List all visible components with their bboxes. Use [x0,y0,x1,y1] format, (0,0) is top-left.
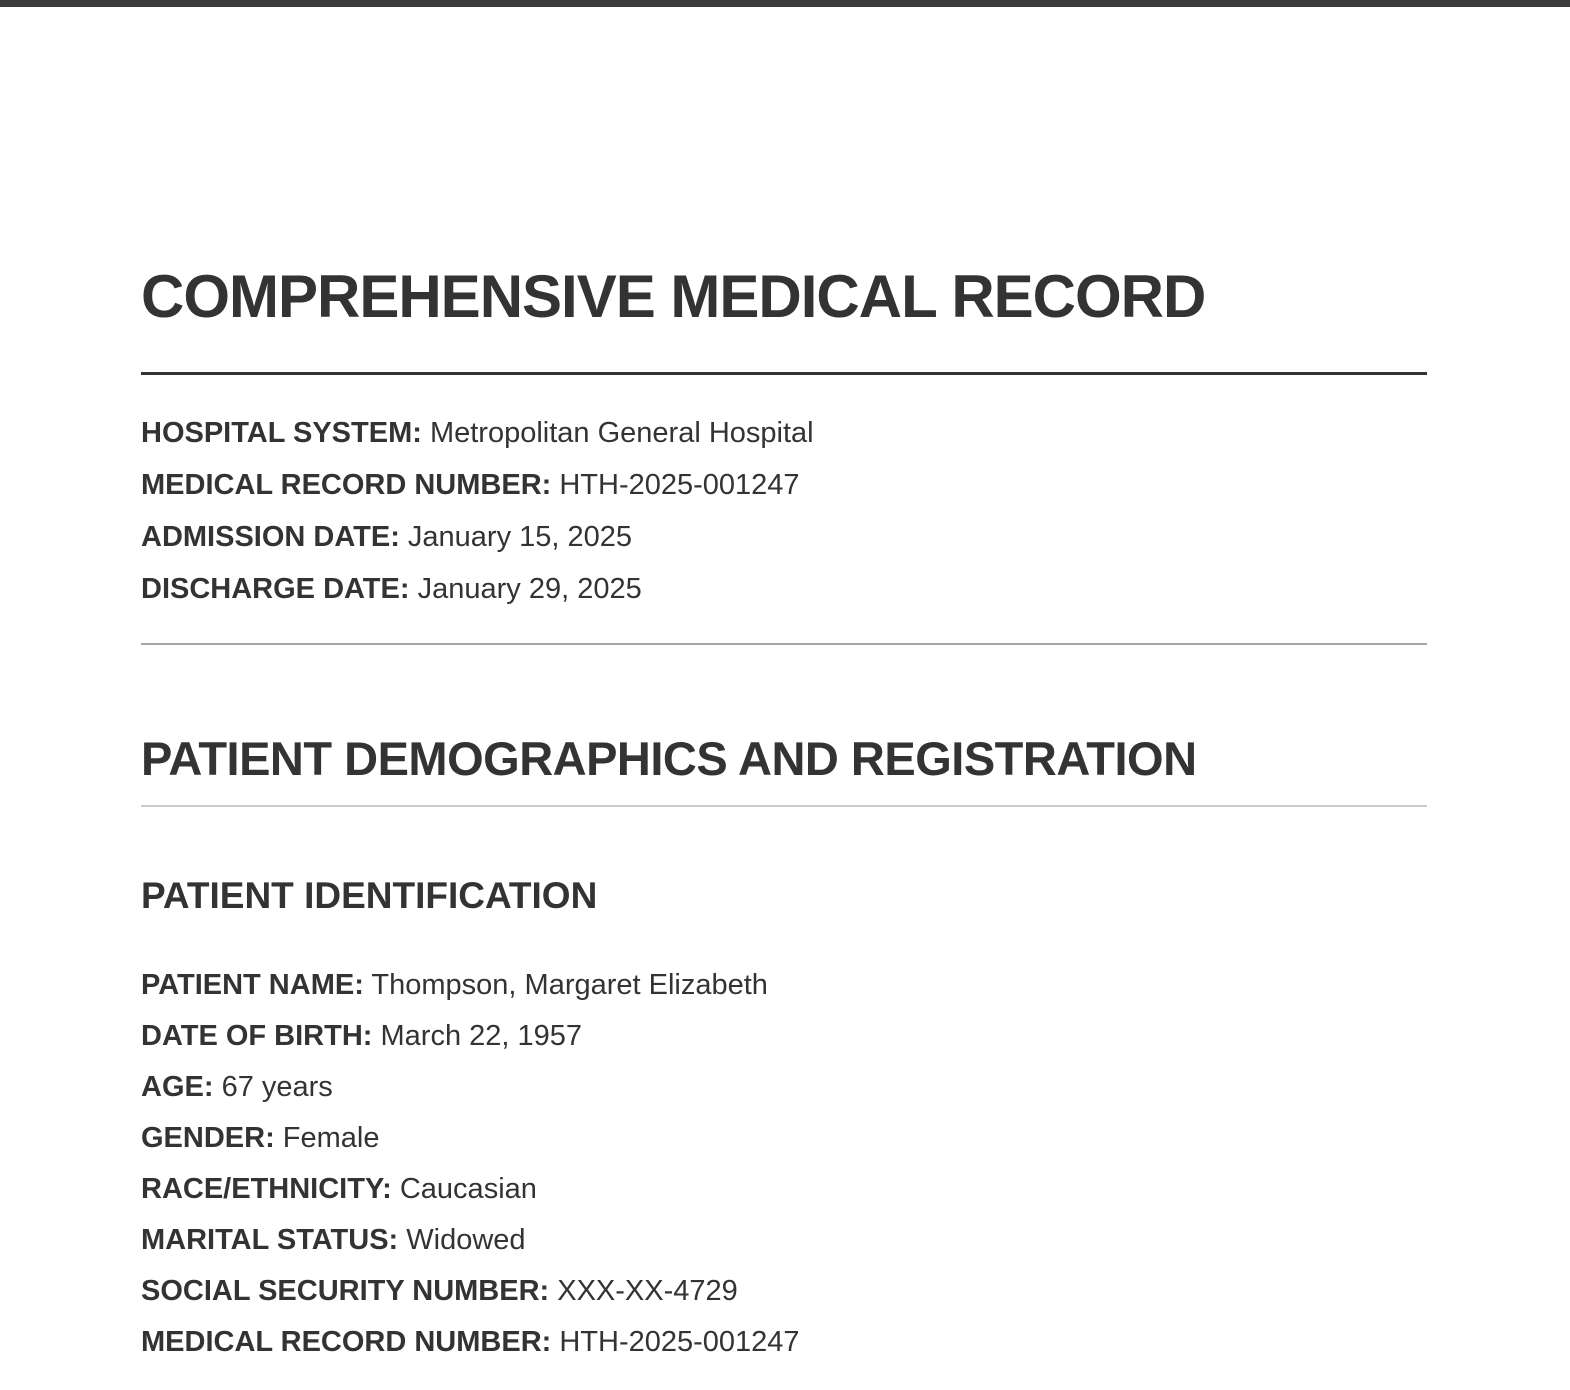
field-value: 67 years [221,1070,333,1103]
field-value: January 15, 2025 [407,521,633,553]
metadata-row [141,563,1427,615]
field-value: Metropolitan General Hospital [429,417,814,449]
field-value: March 22, 1957 [380,1019,583,1052]
field-label: DISCHARGE DATE: [141,573,410,605]
field-label: MEDICAL RECORD NUMBER: [141,469,552,501]
field-label: GENDER: [141,1121,275,1154]
patient-field-row [141,1164,1427,1215]
patient-identification-block [141,960,1427,1368]
field-label: DATE OF BIRTH: [141,1019,373,1052]
field-label: ADMISSION DATE: [141,521,400,553]
document-body [141,264,1427,1368]
field-value: Female [282,1121,380,1154]
section-title-demographics: PATIENT DEMOGRAPHICS AND REGISTRATION [141,732,1427,807]
field-value: Thompson, Margaret Elizabeth [371,968,768,1001]
field-value: Widowed [406,1223,526,1256]
document-title: COMPREHENSIVE MEDICAL RECORD [141,264,1427,375]
field-value: HTH-2025-001247 [559,1325,800,1358]
field-label: RACE/ETHNICITY: [141,1172,392,1205]
metadata-row [141,459,1427,511]
patient-field-row [141,1113,1427,1164]
field-value: XXX-XX-4729 [557,1274,738,1307]
field-label: MEDICAL RECORD NUMBER: [141,1325,552,1358]
patient-field-row [141,960,1427,1011]
metadata-row [141,511,1427,563]
patient-field-row [141,1215,1427,1266]
patient-field-row [141,1317,1427,1368]
field-label: HOSPITAL SYSTEM: [141,417,422,449]
field-value: January 29, 2025 [417,573,642,605]
patient-field-row [141,1062,1427,1113]
field-label: PATIENT NAME: [141,968,364,1001]
metadata-row [141,407,1427,459]
window-top-bar [0,0,1570,7]
field-value: HTH-2025-001247 [559,469,800,501]
field-value: Caucasian [399,1172,537,1205]
patient-field-row [141,1011,1427,1062]
field-label: AGE: [141,1070,214,1103]
field-label: SOCIAL SECURITY NUMBER: [141,1274,550,1307]
section-divider-rule [141,643,1427,645]
record-metadata-block [141,407,1427,615]
field-label: MARITAL STATUS: [141,1223,399,1256]
patient-field-row [141,1266,1427,1317]
subsection-title-patient-identification: PATIENT IDENTIFICATION [141,875,598,917]
